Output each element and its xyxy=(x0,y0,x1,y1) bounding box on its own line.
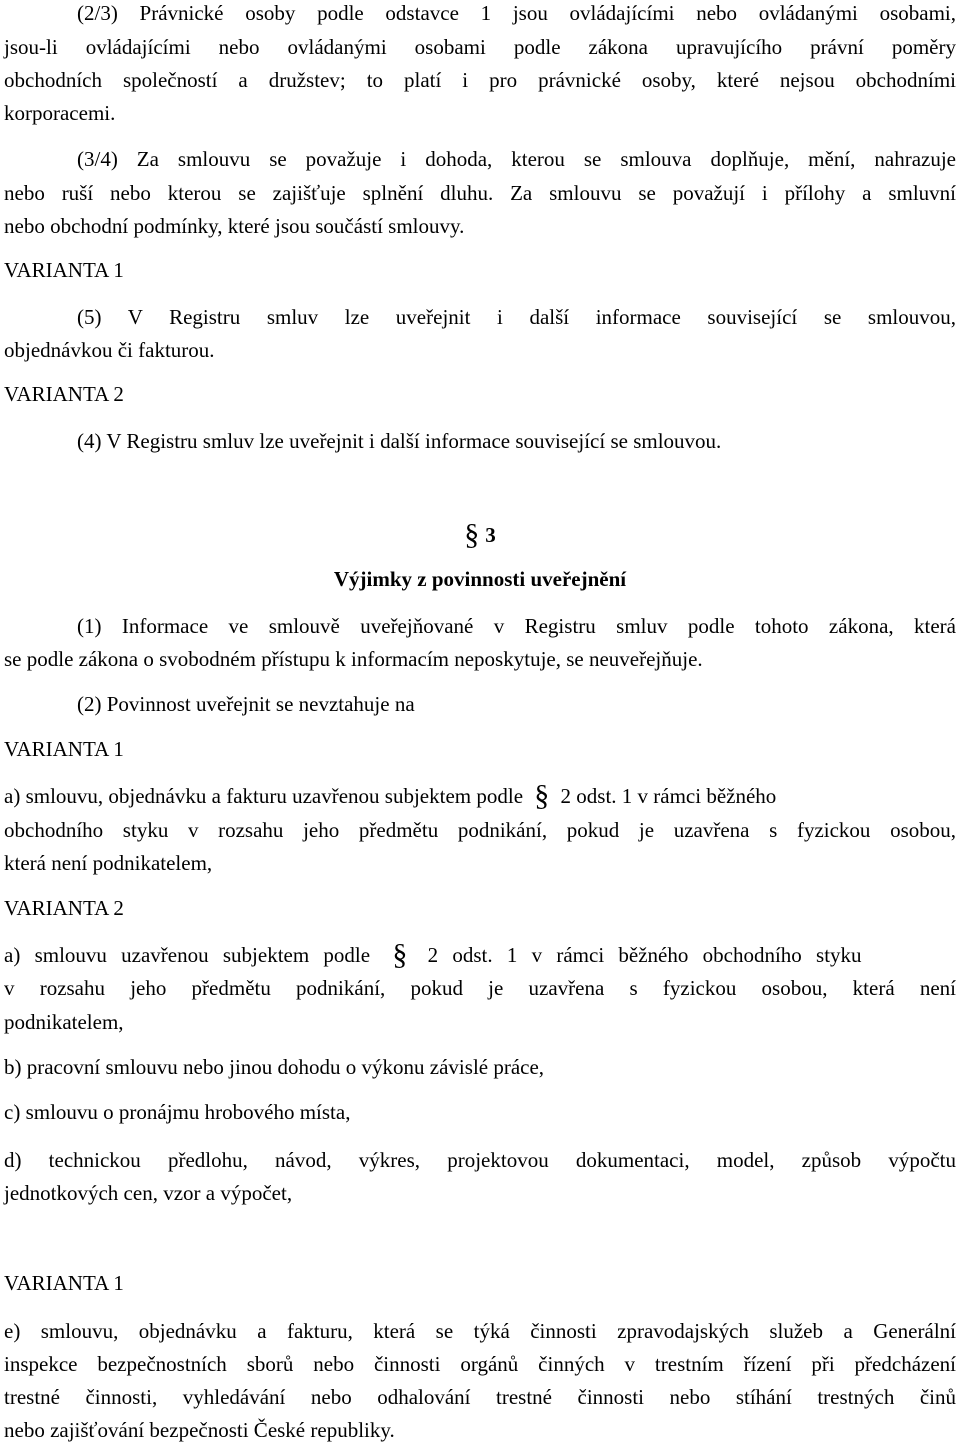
v1-item-a-line-3: která není podnikatelem, xyxy=(4,851,213,875)
paragraph-3-4-line-2: nebo ruší nebo kterou se zajišťuje splnění dluhu. Za smlouvu se považují i přílohy a smluvní xyxy=(4,181,956,205)
section-number xyxy=(0,518,960,552)
section-number-value: 3 xyxy=(485,523,496,547)
section-symbol: § xyxy=(392,938,408,971)
section-title: Výjimky z povinnosti uveřejnění xyxy=(333,567,627,591)
section-symbol: § xyxy=(534,779,550,812)
paragraph-5-line-2: objednávkou či fakturou. xyxy=(4,338,215,362)
paragraph-3-4-line-3: nebo obchodní podmínky, které jsou součástí smlouvy. xyxy=(4,214,465,238)
variant-label: VARIANTA 2 xyxy=(4,382,124,406)
paragraph-2-3-line-2: jsou-li ovládajícími nebo ovládanými osobami podle zákona upravujícího právní poměry xyxy=(4,35,956,59)
item-d-line-2: jednotkových cen, vzor a výpočet, xyxy=(4,1181,293,1205)
item-e-line-3: trestné činnosti, vyhledávání nebo odhalování trestné činnosti nebo stíhání trestných činů xyxy=(4,1385,956,1409)
s3-paragraph-1-line-1: (1) Informace ve smlouvě uveřejňované v Registru smluv podle tohoto zákona, která xyxy=(77,614,956,638)
paragraph-2-3-line-1: (2/3) Právnické osoby podle odstavce 1 jsou ovládajícími nebo ovládanými osobami, xyxy=(77,1,956,25)
paragraph-4: (4) V Registru smluv lze uveřejnit i další informace související se smlouvou. xyxy=(77,429,722,453)
paragraph-2-3-line-4: korporacemi. xyxy=(4,101,116,125)
v2-item-a-line-2: v rozsahu jeho předmětu podnikání, pokud je uzavřena s fyzickou osobou, která není xyxy=(4,976,956,1000)
item-c: c) smlouvu o pronájmu hrobového místa, xyxy=(4,1100,351,1124)
v2-item-a-line-3: podnikatelem, xyxy=(4,1010,124,1034)
variant-label: VARIANTA 1 xyxy=(4,258,124,282)
v1-item-a-line-1 xyxy=(4,779,956,812)
item-d-line-1: d) technickou předlohu, návod, výkres, projektovou dokumentaci, model, způsob výpočtu xyxy=(4,1148,956,1172)
item-e-line-1: e) smlouvu, objednávku a fakturu, která se týká činnosti zpravodajských služeb a Generální xyxy=(4,1319,956,1343)
item-e-line-2: inspekce bezpečnostních sborů nebo činnosti orgánů činných v trestním řízení při předcházení xyxy=(4,1352,956,1376)
item-e-line-4: nebo zajišťování bezpečnosti České republiky. xyxy=(4,1418,395,1442)
v2-item-a-line-1 xyxy=(4,938,956,971)
variant-label: VARIANTA 1 xyxy=(4,1271,124,1295)
v1-item-a-line-1-text: a) smlouvu, objednávku a fakturu uzavřenou subjektem podle xyxy=(4,784,524,808)
paragraph-3-4-line-1: (3/4) Za smlouvu se považuje i dohoda, kterou se smlouva doplňuje, mění, nahrazuje xyxy=(77,147,956,171)
paragraph-2-3-line-3: obchodních společností a družstev; to platí i pro právnické osoby, které nejsou obchodními xyxy=(4,68,956,92)
section-symbol: § xyxy=(464,518,480,551)
s3-paragraph-2: (2) Povinnost uveřejnit se nevztahuje na xyxy=(77,692,415,716)
s3-paragraph-1-line-2: se podle zákona o svobodném přístupu k informacím neposkytuje, se neuveřejňuje. xyxy=(4,647,703,671)
variant-label: VARIANTA 2 xyxy=(4,896,124,920)
item-b: b) pracovní smlouvu nebo jinou dohodu o výkonu závislé práce, xyxy=(4,1055,545,1079)
variant-label: VARIANTA 1 xyxy=(4,737,124,761)
v2-item-a-line-1-text: a) smlouvu uzavřenou subjektem podle xyxy=(4,943,371,967)
v2-item-a-line-1-ref: 2 odst. 1 v rámci běžného obchodního styku xyxy=(427,943,862,967)
paragraph-5-line-1: (5) V Registru smluv lze uveřejnit i další informace související se smlouvou, xyxy=(77,305,956,329)
v1-item-a-line-1-ref: 2 odst. 1 v rámci běžného xyxy=(560,784,777,808)
v1-item-a-line-2: obchodního styku v rozsahu jeho předmětu podnikání, pokud je uzavřena s fyzickou osobou, xyxy=(4,818,956,842)
